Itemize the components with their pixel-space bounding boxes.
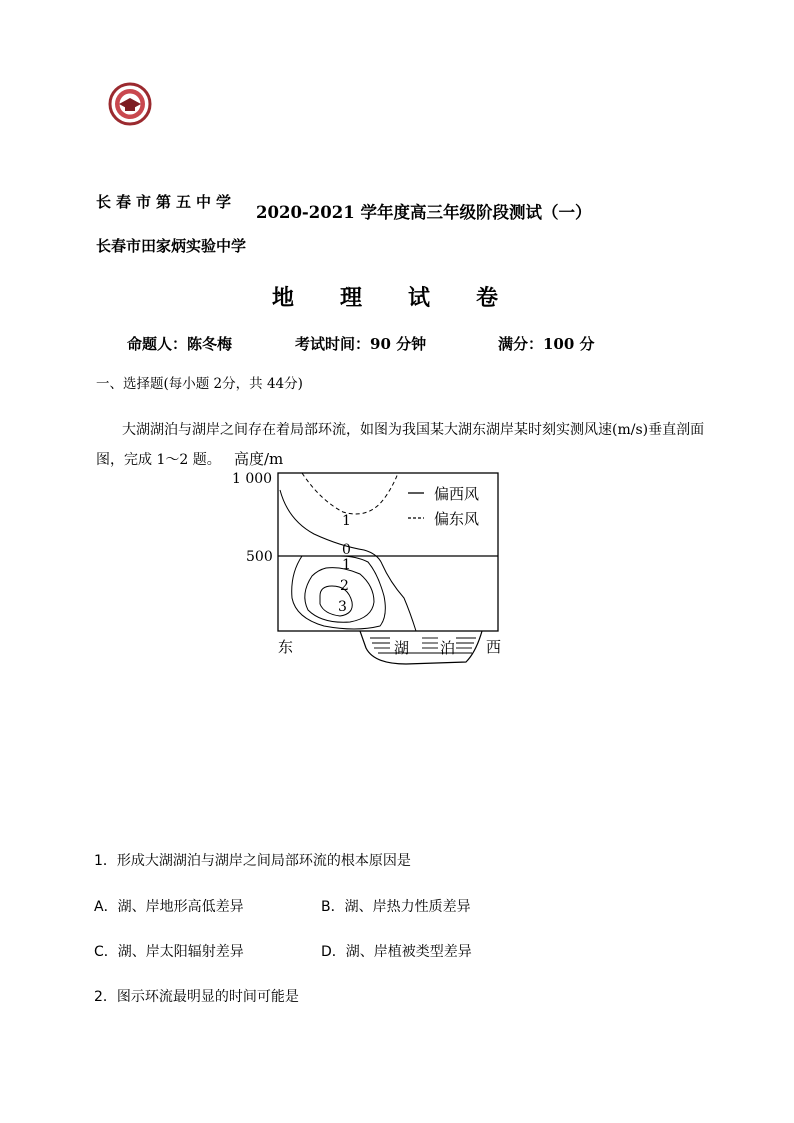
lake-label-1: 湖: [394, 639, 410, 657]
contour-label-2: 2: [340, 578, 349, 594]
contour-label-0: 0: [342, 542, 351, 558]
lake-basin: [360, 631, 482, 664]
legend-easterly: 偏东风: [434, 510, 480, 528]
question-1-stem: 1．形成大湖湖泊与湖岸之间局部环流的根本原因是: [94, 853, 411, 869]
legend-westerly: 偏西风: [434, 485, 480, 503]
easterly-contour: [302, 473, 398, 514]
contour-label-1: 1: [342, 557, 351, 573]
west-label: 西: [486, 638, 502, 656]
school-name-1: 长春市第五中学: [96, 193, 237, 211]
school-name-2: 长春市田家炳实验中学: [96, 237, 247, 255]
subject-title: 地理试卷: [272, 285, 545, 311]
section-title: 一、选择题(每小题 2分，共 44分): [96, 376, 303, 392]
contour-1: [292, 556, 386, 629]
question-1-option-c: C．湖、岸太阳辐射差异: [94, 944, 244, 960]
y-tick-500: 500: [246, 549, 273, 565]
contour-label-easterly-1: 1: [342, 513, 351, 529]
contour-label-3: 3: [338, 599, 347, 615]
lake-water-lines: [370, 638, 476, 653]
question-2-stem: 2．图示环流最明显的时间可能是: [94, 989, 299, 1005]
east-label: 东: [278, 638, 294, 656]
full-score-info: 满分：100 分: [498, 335, 595, 353]
lake-label-2: 泊: [440, 639, 456, 657]
y-axis-label: 高度/m: [234, 450, 284, 468]
question-1-option-a: A．湖、岸地形高低差异: [94, 899, 244, 915]
school-logo: [108, 82, 152, 126]
passage-line-2: 图，完成 1～2 题。: [96, 452, 221, 468]
question-1-option-b: B．湖、岸热力性质差异: [321, 899, 471, 915]
author-info: 命题人：陈冬梅: [127, 335, 233, 353]
duration-info: 考试时间：90 分钟: [295, 335, 427, 353]
y-tick-1000: 1 000: [232, 471, 273, 487]
question-1-option-d: D．湖、岸植被类型差异: [321, 944, 472, 960]
passage-line-1: 大湖湖泊与湖岸之间存在着局部环流，如图为我国某大湖东湖岸某时刻实测风速(m/s)垂直剖面: [122, 422, 705, 438]
exam-title: 2020-2021 学年度高三年级阶段测试（一）: [256, 203, 592, 222]
wind-speed-profile-figure: [228, 450, 518, 680]
